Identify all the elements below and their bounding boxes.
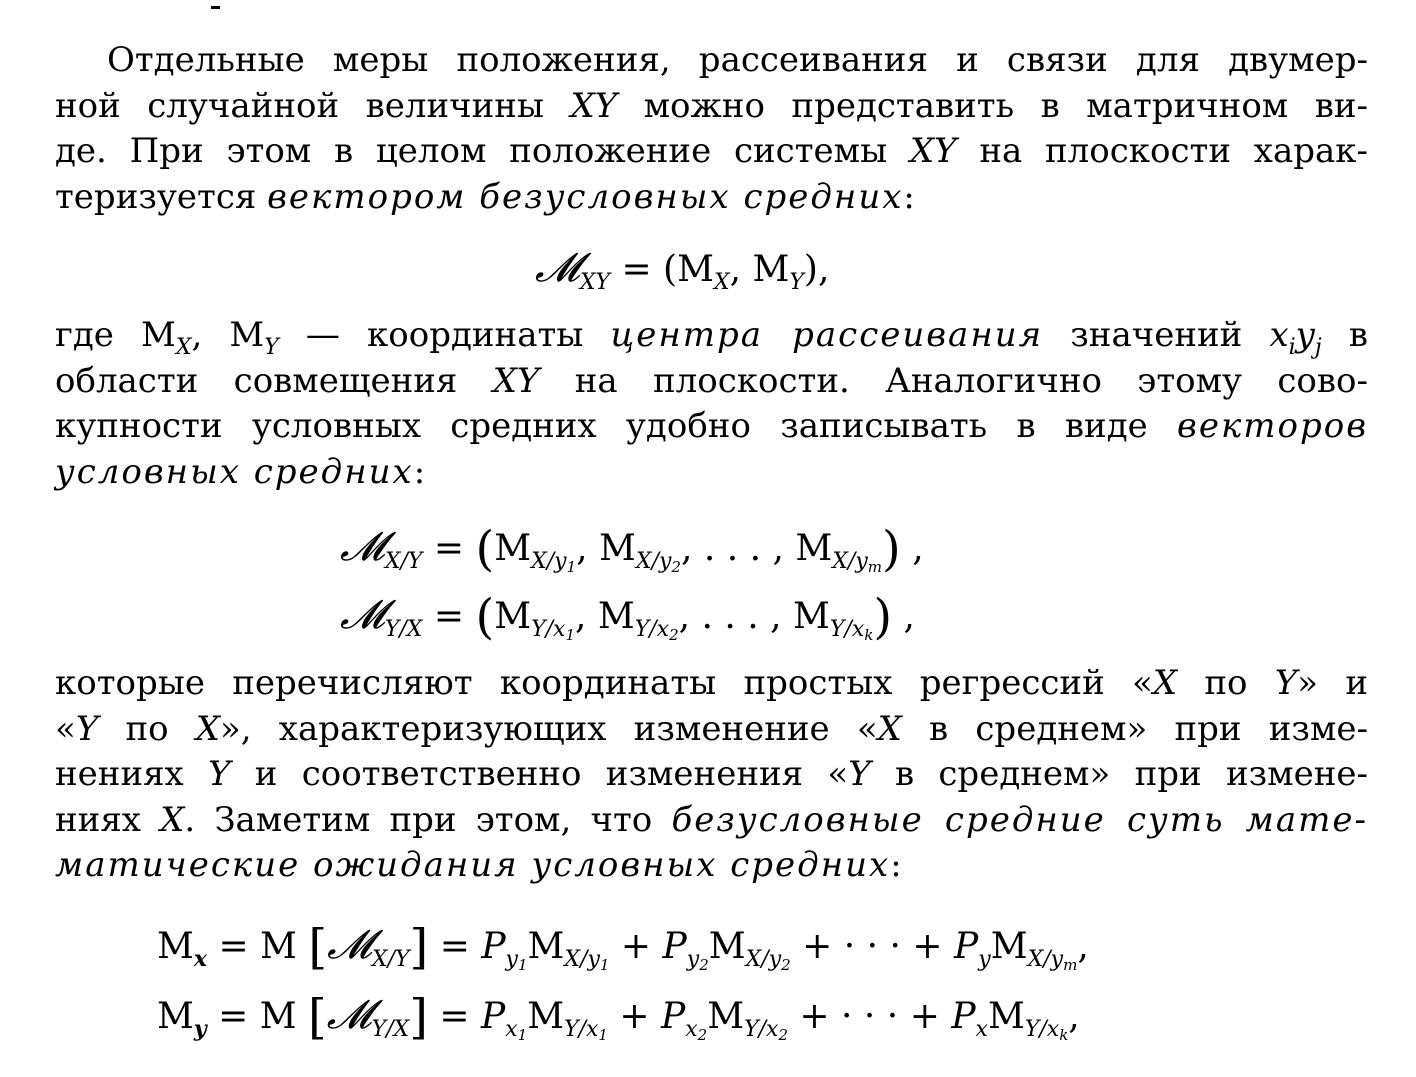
paragraph-regressions — [55, 661, 1368, 889]
text-line: ниях X. Заметим при этом, что безусловные средние суть мате- — [55, 799, 1368, 840]
text-line: которые перечисляют координаты простых регрессий «X по Y» и — [55, 663, 1368, 703]
emphasis-term: безусловные средние суть мате- — [671, 799, 1368, 840]
formula-expectation-x: $M_x = M$ [𝓜$_{X/Y}$] = $P_{y1}M_{X/y1} + P_{y2}M_{X/y2}$ + · · · + $P_yM_{X/ym}$, — [157, 919, 1089, 975]
formula-unconditional-means: 𝓜$_{XY}$ = ($M_X$, $M_Y$), — [535, 245, 830, 295]
emphasis-term: условных средних — [55, 451, 414, 492]
text-line: матические ожидания условных средних: — [55, 845, 902, 886]
text-line: ной случайной величины XY можно представить в матричном ви- — [55, 85, 1369, 126]
emphasis-term: центра рассеивания — [610, 315, 1044, 355]
text-line: условных средних: — [55, 451, 426, 492]
text-line: области совмещения XY на плоскости. Аналогично этому сово- — [55, 360, 1368, 401]
formula-conditional-means-y: 𝓜$_{Y/X}$ = ($M_{Y/x1}$, $M_{Y/x2}$, . . . , $M_{Y/xk}$) , — [340, 589, 915, 645]
paragraph-dispersion-center — [55, 313, 1368, 495]
emphasis-term: вектором безусловных средних — [267, 176, 904, 217]
text-line: где $M_X$, $M_Y$ — координаты центра рассеивания значений $x_iy_j$ в — [55, 315, 1368, 360]
formula-conditional-means-x: 𝓜$_{X/Y}$ = ($M_{X/y1}$, $M_{X/y2}$, . . . , $M_{X/ym}$) , — [340, 521, 924, 577]
text-line: теризуется вектором безусловных средних: — [55, 176, 915, 217]
text-line: нениях Y и соответственно изменения «Y в среднем» при измене- — [55, 754, 1368, 795]
text-line: «Y по X», характеризующих изменение «X в среднем» при изме- — [55, 708, 1369, 749]
formula-expectation-y: $M_y = M$ [𝓜$_{Y/X}$] = $P_{x1}M_{Y/x1} + P_{x2}M_{Y/x2}$ + · · · + $P_xM_{Y/xk}$, — [157, 989, 1080, 1045]
paragraph-intro — [55, 38, 1368, 220]
page-mark — [211, 6, 220, 9]
emphasis-term: матические ожидания условных средних — [55, 845, 891, 886]
emphasis-term: векторов — [1177, 406, 1368, 447]
text-line: купности условных средних удобно записывать в виде векторов — [55, 406, 1368, 447]
text-line: Отдельные меры положения, рассеивания и связи для двумер- — [107, 40, 1368, 80]
text-line: де. При этом в целом положение системы XY на плоскости харак- — [55, 131, 1368, 172]
